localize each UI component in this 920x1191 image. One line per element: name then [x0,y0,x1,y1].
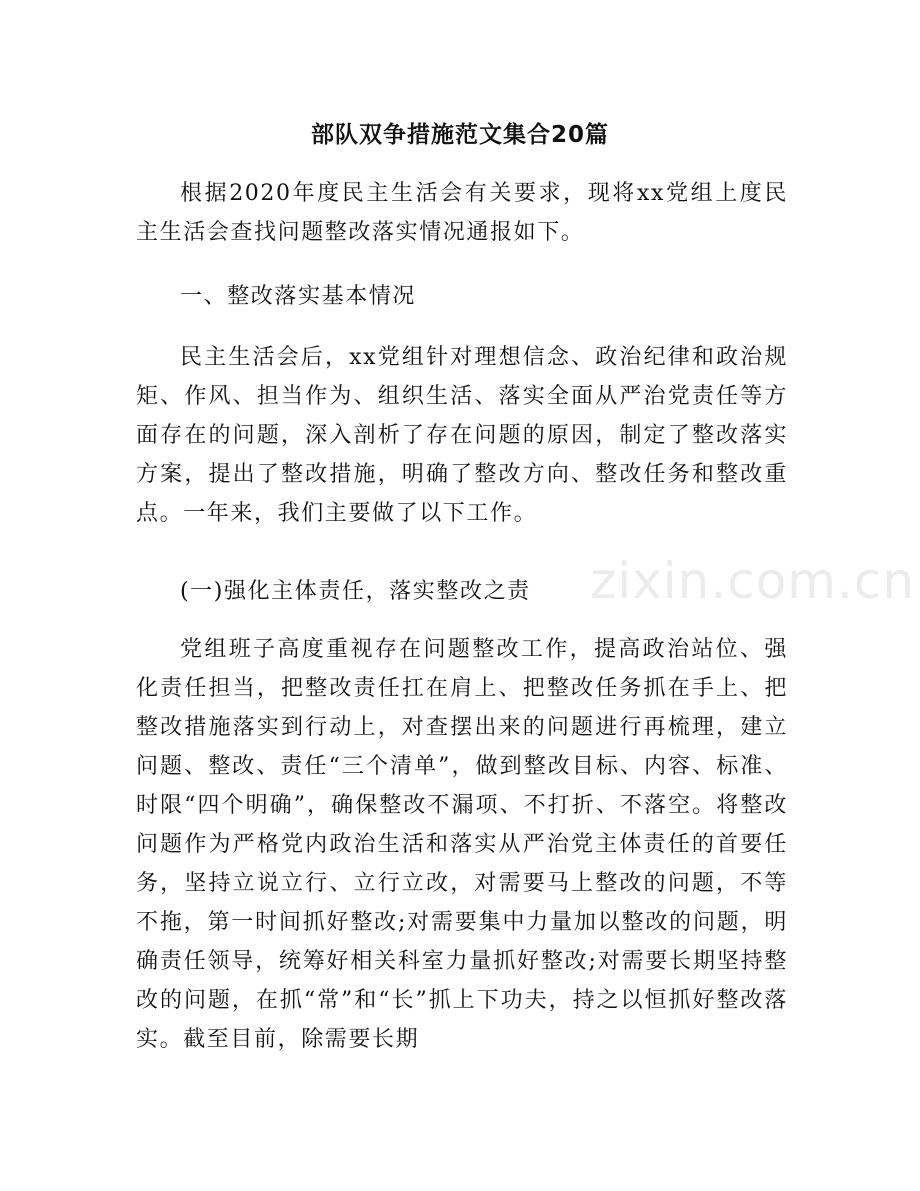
paragraph-section-1: 民主生活会后，xx党组针对理想信念、政治纪律和政治规矩、作风、担当作为、组织生活、落实全面从严治党责任等方面存在的问题，深入剖析了存在问题的原因，制定了整改落实方案，提出了整改措施，明确了整改方向、整改任务和整改重点。一年来，我们主要做了以下工作。 [136,345,788,526]
subsection-heading-1: (一)强化主体责任，落实整改之责 [180,579,531,604]
watermark: zixin.com.cn [590,552,916,610]
section-heading-1: 一、整改落实基本情况 [180,284,417,309]
paragraph-subsection-1: 党组班子高度重视存在问题整改工作，提高政治站位、强化责任担当，把整改责任扛在肩上、把整改任务抓在手上、把整改措施落实到行动上，对查摆出来的问题进行再梳理，建立问题、整改、责任“三个清单”，做到整改目标、内容、标准、时限“四个明确”，确保整改不漏项、不打折、不落空。将整改问题作为严格党内政治生活和落实从严治党主体责任的首要任务，坚持立说立行、立行立改，对需要马上整改的问题，不等不拖，第一时间抓好整改;对需要集中力量加以整改的问题，明确责任领导，统筹好相关科室力量抓好整改;对需要长期坚持整改的问题，在抓“常”和“长”抓上下功夫，持之以恒抓好整改落实。截至目前，除需要长期 [136,637,788,1052]
document-title: 部队双争措施范文集合20篇 [310,122,609,148]
paragraph-intro: 根据2020年度民主生活会有关要求，现将xx党组上度民主生活会查找问题整改落实情况通报如下。 [136,181,788,245]
